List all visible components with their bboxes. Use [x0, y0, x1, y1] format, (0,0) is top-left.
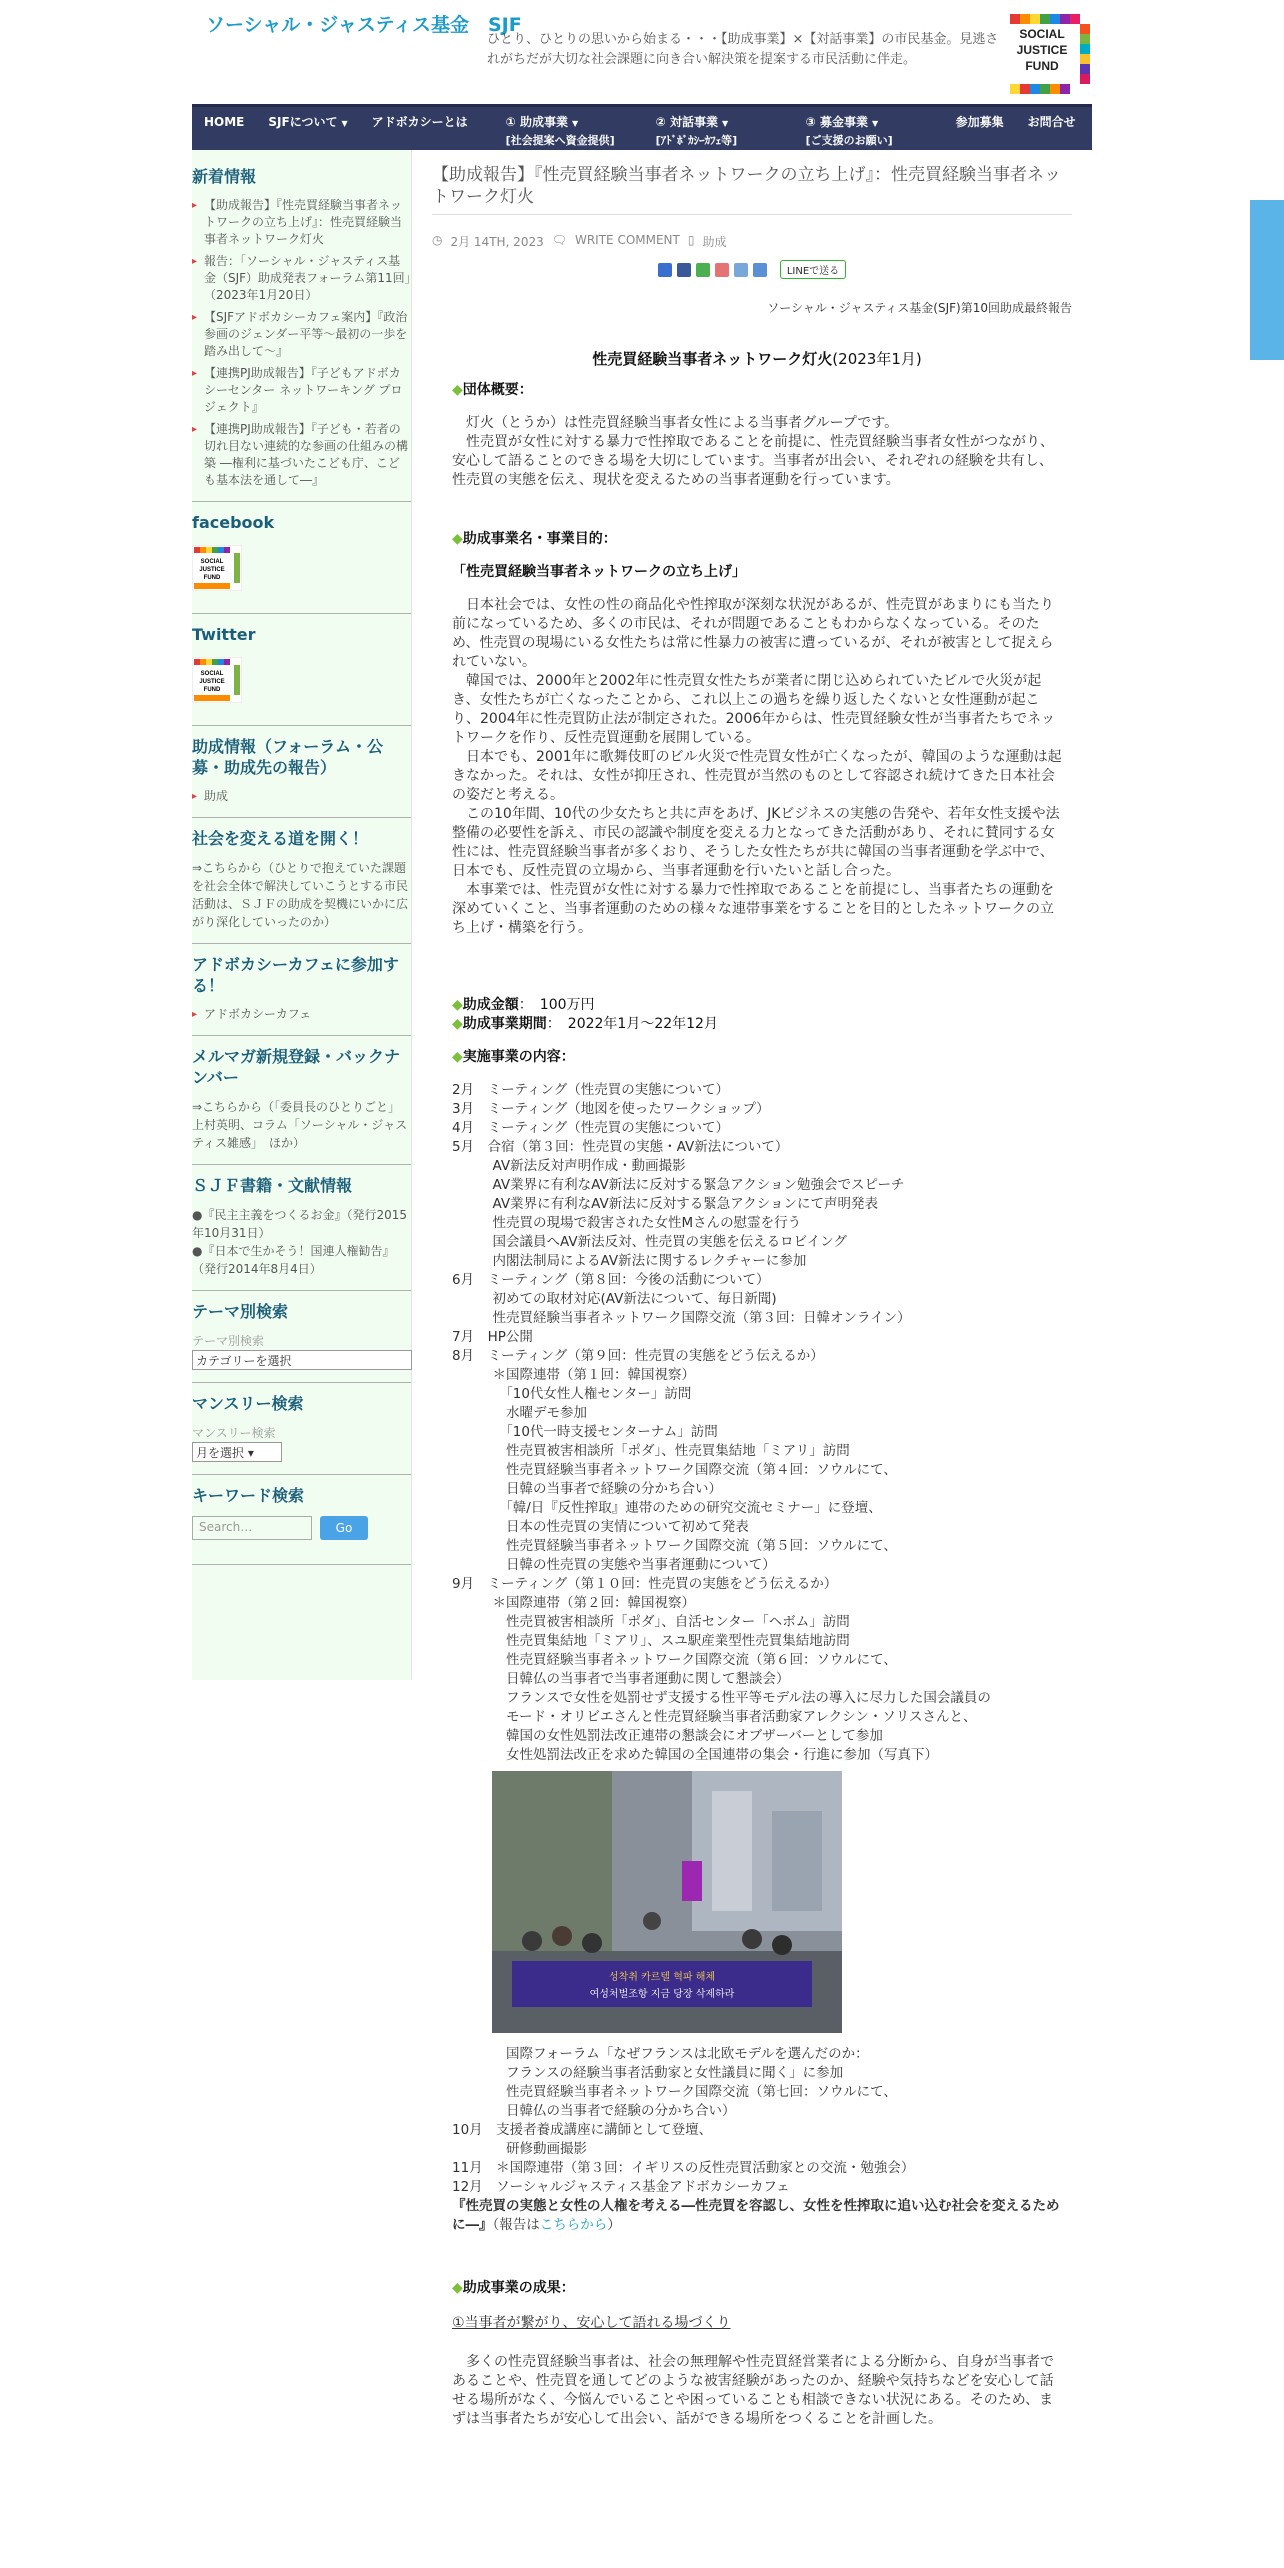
- nav-item-label: HOME: [204, 115, 245, 129]
- clip-icon[interactable]: [753, 263, 767, 277]
- svg-text:FUND: FUND: [203, 687, 221, 693]
- report-paren: ）: [607, 2217, 621, 2233]
- article: [432, 150, 1072, 2429]
- org-date: (2023年1月): [832, 350, 922, 368]
- cafe-list: [192, 1006, 411, 1023]
- site-tagline: ひとり、ひとりの思いから始まる・・・【助成事業】×【対話事業】の市民基金。見逃されがちだが大切な社会課題に向き合い解決策を提案する市民活動に伴走。: [487, 32, 999, 67]
- nav-item-label: ② 対話事業: [655, 115, 718, 129]
- section-heading: ◆助成事業名・事業目的：: [452, 531, 617, 547]
- svg-text:SOCIAL: SOCIAL: [200, 671, 224, 677]
- nav-item[interactable]: [192, 107, 256, 150]
- hatena-icon[interactable]: [658, 263, 672, 277]
- line-share-button[interactable]: LINEで送る: [780, 260, 846, 279]
- facebook-heading: facebook: [192, 513, 275, 532]
- chevron-down-icon: ▼: [571, 119, 579, 128]
- org-summary: 灯火（とうか）は性売買経験当事者女性による当事者グループです。 性売買が女性に対する暴力で性搾取であることを前提に、性売買経験当事者女性がつながり、安心して語ることのできる場を大切にしています。当事者が出会い、それぞれの経験を共有し、性売買の実態を伝え、現状を変えるための当事者運動を行っています。: [452, 415, 1054, 488]
- amount-value: ： 100万円: [518, 997, 595, 1013]
- section-heading: ◆団体概要：: [452, 382, 533, 398]
- post-body: [432, 350, 1072, 2429]
- report-paren: （報告は: [492, 2217, 540, 2233]
- news-item[interactable]: ▸ 【SJFアドボカシーカフェ案内】『政治参画のジェンダー平等～最初の一歩を踏み出して～』: [192, 309, 411, 360]
- grant-heading: 助成情報（フォーラム・公募・助成先の報告）: [192, 737, 384, 777]
- site-title[interactable]: ソーシャル・ジャスティス基金 SJF: [206, 14, 522, 36]
- diamond-icon: ◆: [452, 1049, 463, 1065]
- mail-heading: メルマガ新規登録・バックナンバー: [192, 1047, 401, 1087]
- svg-text:SOCIAL: SOCIAL: [1019, 27, 1065, 41]
- nav-item[interactable]: [360, 107, 480, 150]
- road-heading: 社会を変える道を開く！: [192, 829, 369, 848]
- divider: [192, 1035, 411, 1036]
- svg-text:JUSTICE: JUSTICE: [1016, 43, 1068, 57]
- road-link[interactable]: ⇒こちらから（ひとりで抱えていた課題を社会全体で解決していこうとする市民活動は、ＳＪＦの助成を契機にいかに広がり深化していったのか）: [192, 861, 409, 929]
- side-ad-tab[interactable]: [1250, 200, 1284, 360]
- divider: [192, 1564, 411, 1565]
- divider: [192, 725, 411, 726]
- nav-item-label: 参加募集: [955, 115, 1004, 129]
- twitter-sjf-logo[interactable]: [192, 657, 242, 703]
- diamond-icon: ◆: [452, 997, 463, 1013]
- nav-item-sub: [社会提案へ資金提供]: [505, 134, 615, 147]
- amount-label: 助成金額: [462, 997, 519, 1013]
- divider: [192, 1290, 411, 1291]
- divider: [192, 501, 411, 502]
- divider: [432, 214, 1072, 215]
- grant-list: [192, 788, 411, 805]
- books-heading: ＳＪＦ書籍・文献情報: [192, 1176, 353, 1195]
- book-link[interactable]: ●『民主主義をつくるお金』（発行2015年10月31日）: [192, 1208, 408, 1240]
- svg-text:FUND: FUND: [1025, 59, 1059, 73]
- cafe-report-line: [452, 2197, 1062, 2235]
- diamond-icon: ◆: [452, 1016, 463, 1032]
- project-purpose: 日本社会では、女性の性の商品化や性搾取が深刻な状況があるが、性売買があまりにも当たり前になっているため、多くの市民は、それが問題であることもわからなくなっている。そのため、性売買の現場にいる女性たちは常に性暴力の被害に遭っているが、それが被害として捉えられていない。 韓国では、2000年と2002年に性売買女性たちが業者に閉じ込められていたビルで火災が起き、女性たちが亡くなったことから、これ以上この過ちを繰り返したくないと女性運動が起こり、2004年に性売買防止法が制定された。2006年からは、性売買経験女性が当事者たちでネットワークを作り、反性売買運動を展開している。 日本でも、2001年に歌舞伎町のビル火災で性売買女性が亡くなったが、韓国のような運動は起きなかった。それは、女性が抑圧され、性売買が当然のものとして容認され続けてきた日本社会の姿だと考える。 この10年間、10代の少女たちと共に声をあげ、JKビジネスの実態の告発や、若年女性支援や法整備の必要性を訴え、市民の認識や制度を変える力となってきた活動があり、それに賛同する女性には、性売買経験当事者が多くおり、そうした女性たちが共に韓国の当事者運動を学ぶ中で、日本でも、反性売買の立場から、当事者運動を行いたいと話し合った。 本事業では、性売買が女性に対する暴力で性搾取であることを前提にし、当事者たちの運動を深めていくこと、当事者運動のための様々な連帯事業をすることを目的としたネットワークの立ち上げ・構築を行う。: [452, 597, 1062, 936]
- divider: [192, 1474, 411, 1475]
- section-heading: ◆実施事業の内容：: [452, 1049, 575, 1065]
- report-link[interactable]: こちらから: [539, 2217, 608, 2233]
- nav-item[interactable]: [494, 107, 644, 150]
- svg-text:SOCIAL: SOCIAL: [200, 559, 224, 565]
- post-title: 【助成報告】『性売買経験当事者ネットワークの立ち上げ』：性売買経験当事者ネットワーク灯火: [432, 165, 1061, 207]
- write-comment-link[interactable]: WRITE COMMENT: [574, 233, 680, 247]
- section-title: 助成事業名・事業目的: [462, 531, 603, 547]
- result-heading: ①当事者が繋がり、安心して語れる場づくり: [452, 2315, 731, 2331]
- share-bar: [432, 260, 1072, 279]
- diamond-icon: ◆: [452, 531, 463, 547]
- divider: [192, 1382, 411, 1383]
- nav-item-label: ① 助成事業: [505, 115, 568, 129]
- theme-heading: テーマ別検索: [192, 1302, 289, 1321]
- nav-item[interactable]: [944, 107, 1016, 150]
- section-heading: ◆助成事業の成果：: [452, 2280, 575, 2296]
- news-item[interactable]: ▸ 報告：「ソーシャル・ジャスティス基金（SJF）助成発表フォーラム第11回」（2023年1月20日）: [192, 253, 411, 304]
- news-list: [192, 197, 411, 489]
- nav-item-label: ③ 募金事業: [805, 115, 868, 129]
- nav-item-sub: [ｱﾄﾞﾎﾞｶｼｰｶﾌｪ等]: [655, 134, 738, 147]
- news-item[interactable]: ▸ 【連携PJ助成報告】『子ども・若者の切れ目ない連続的な参画の仕組みの構築 ―権利に基づいたこども庁、こども基本法を通して―』: [192, 421, 411, 489]
- page-wrapper: [192, 0, 1092, 2427]
- svg-text:FUND: FUND: [203, 575, 221, 581]
- section-title: 助成事業の成果: [462, 2280, 561, 2296]
- chevron-down-icon: ▼: [721, 119, 729, 128]
- activity-timeline: 2月 ミーティング（性売買の実態について） 3月 ミーティング（地図を使ったワークショップ） 4月 ミーティング（性売買の実態について） 5月 合宿（第３回：性売買の実態・AV新法について） AV新法反対声明作成・動画撮影 AV業界に有利なAV新法に反対する緊急アクション勉強会でスピーチ AV業界に有利なAV新法に反対する緊急アクションにて声明発表 性売買の現場で殺害された女性Mさんの慰霊を行う 国会議員へAV新法反対、性売買の実態を伝えるロビイング 内閣法制局によるAV新法に関するレクチャーに参加 6月 ミーティング（第８回：今後の活動について） 初めての取材対応(AV新法について、毎日新聞) 性売買経験当事者ネットワーク国際交流（第３回：日韓オンライン） 7月 HP公開 8月 ミーティング（第９回：性売買の実態をどう伝えるか） ＊国際連帯（第１回：韓国視察） 「10代女性人権センター」訪問 水曜デモ参加 「10代一時支援センターナム」訪問 性売買被害相談所「ポダ」、性売買集結地「ミアリ」訪問 性売買経験当事者ネットワーク国際交流（第４回：ソウルにて、 日韓の当事者で経験の分かち合い） 「韓/日『反性搾取』連帯のための研究交流セミナー」に登壇、 日本の性売買の実情について初めて発表 性売買経験当事者ネットワーク国際交流（第５回：ソウルにて、 日韓の性売買の実態や当事者運動について） 9月 ミーティング（第１０回：性売買の実態をどう伝えるか） ＊国際連帯（第２回：韓国視察） 性売買被害相談所「ポダ」、自活センター「ヘボム」訪問 性売買集結地「ミアリ」、スユ駅産業型性売買集結地訪問 性売買経験当事者ネットワーク国際交流（第６回：ソウルにて、 日韓仏の当事者で当事者運動に関して懇談会） フランスで女性を処罰せず支援する性平等モデル法の導入に尽力した国会議員の モード・オリビエさんと性売買経験当事者活動家アレクシン・ソリスさんと、 韓国の女性処罰法改正連帯の懇談会にオブザーバーとして参加 女性処罰法改正を求めた韓国の全国連帯の集会・行進に参加（写真下）: [452, 1082, 991, 1763]
- nav-item[interactable]: [794, 107, 944, 150]
- amount-line: [452, 996, 1062, 1015]
- comment-icon: 🗨: [551, 233, 567, 247]
- svg-text:JUSTICE: JUSTICE: [199, 567, 225, 573]
- nav-item-label: SJFについて: [268, 115, 338, 129]
- nav-item[interactable]: [1016, 107, 1088, 150]
- category-link[interactable]: 助成: [702, 235, 727, 249]
- divider: [192, 817, 411, 818]
- cafe-link[interactable]: ▸ アドボカシーカフェ: [192, 1006, 411, 1023]
- chevron-down-icon: ▼: [341, 119, 348, 128]
- activity-timeline-2: 国際フォーラム「なぜフランスは北欧モデルを選んだのか： フランスの経験当事者活動家と女性議員に聞く」に参加 性売買経験当事者ネットワーク国際交流（第七回：ソウルにて、 日韓仏の当事者で経験の分かち合い） 10月 支援者養成講座に講師として登壇、 研修動画撮影 11月 ＊国際連帯（第３回：イギリスの反性売買活動家との交流・勉強会） 12月 ソーシャルジャスティス基金アドボカシーカフェ: [452, 2046, 915, 2195]
- cafe-title: 『性売買の実態と女性の人権を考える―性売買を容認し、女性を性搾取に追い込む社会を変えるために―』: [452, 2198, 1060, 2233]
- bookmark-icon[interactable]: [715, 263, 729, 277]
- book-link[interactable]: ●『日本で生かそう！国連人権勧告』（発行2014年8月4日）: [192, 1244, 395, 1276]
- search-button[interactable]: Go: [320, 1516, 368, 1540]
- nav-item[interactable]: [256, 107, 359, 150]
- news-item[interactable]: ▸ 【連携PJ助成報告】『子どもアドボカシーセンター ネットワーキング プロジェクト』: [192, 365, 411, 416]
- divider: [192, 1164, 411, 1165]
- news-item[interactable]: ▸ 【助成報告】『性売買経験当事者ネットワークの立ち上げ』：性売買経験当事者ネットワーク灯火: [192, 197, 411, 248]
- month-select[interactable]: [192, 1442, 282, 1462]
- search-form: [192, 1516, 411, 1540]
- news-heading: 新着情報: [192, 167, 257, 186]
- chevron-down-icon: ▾: [247, 1446, 254, 1460]
- report-note: ソーシャル・ジャスティス基金(SJF)第10回助成最終報告: [767, 301, 1072, 315]
- diamond-icon: ◆: [452, 2280, 463, 2296]
- project-name: 「性売買経験当事者ネットワークの立ち上げ」: [452, 564, 746, 580]
- mail-link[interactable]: ⇒こちらから（「委員長のひとりごと」上村英明、コラム「ソーシャル・ジャスティス雑感」 ほか）: [192, 1100, 408, 1150]
- divider: [192, 943, 411, 944]
- grant-link[interactable]: ▸ 助成: [192, 788, 411, 805]
- result-text: 多くの性売買経験当事者は、社会の無理解や性売買経営業者による分断から、自身が当事者であることや、性売買を通してどのような被害経験があったのか、経験や気持ちなどを安心して話せる場所がなく、今悩んでいることや困っていることも相談できない状況にある。そのため、まずは当事者たちが安心して出会い、話ができる場所をつくることを計画した。: [452, 2354, 1054, 2427]
- share-icon[interactable]: [696, 263, 710, 277]
- nav-item-label: お問合せ: [1027, 115, 1076, 129]
- period-value: ： 2022年1月～22年12月: [546, 1016, 718, 1032]
- monthly-label: マンスリー検索: [192, 1426, 276, 1440]
- march-photo: [492, 1771, 842, 2033]
- sidebar: [192, 150, 412, 1680]
- sjf-logo[interactable]: [1002, 8, 1092, 96]
- monthly-heading: マンスリー検索: [192, 1394, 304, 1413]
- month-select-label: 月を選択: [196, 1446, 245, 1460]
- chevron-down-icon: ▼: [871, 119, 879, 128]
- org-name: 性売買経験当事者ネットワーク灯火: [592, 350, 833, 368]
- site-header: [192, 0, 1092, 104]
- diamond-icon: ◆: [452, 382, 463, 398]
- period-line: [452, 1015, 1062, 1034]
- main-nav: [192, 104, 1092, 150]
- svg-text:JUSTICE: JUSTICE: [199, 679, 225, 685]
- facebook-sjf-logo[interactable]: [192, 545, 242, 591]
- org-title: [452, 350, 1062, 369]
- post-date: 2月 14TH, 2023: [450, 235, 544, 249]
- twitter-heading: Twitter: [192, 625, 256, 644]
- folder-icon: ▯: [687, 233, 695, 247]
- divider: [192, 613, 411, 614]
- cafe-heading: アドボカシーカフェに参加する！: [192, 955, 399, 995]
- search-input[interactable]: Search…: [192, 1516, 312, 1540]
- nav-item-label: アドボカシーとは: [371, 115, 468, 129]
- nav-item[interactable]: [644, 107, 794, 150]
- pocket-icon[interactable]: [734, 263, 748, 277]
- keyword-heading: キーワード検索: [192, 1486, 305, 1505]
- post-meta: [432, 233, 1072, 250]
- nav-item-sub: [ご支援のお願い]: [805, 134, 893, 147]
- section-title: 団体概要: [462, 382, 519, 398]
- theme-label: テーマ別検索: [192, 1334, 265, 1348]
- svg-text:여성처벌조항 지금 당장 삭제하라: 여성처벌조항 지금 당장 삭제하라: [589, 1989, 735, 2000]
- svg-text:성착취 카르텔 혁파 해체: 성착취 카르텔 혁파 해체: [608, 1972, 716, 1983]
- clock-icon: ◷: [432, 233, 443, 247]
- period-label: 助成事業期間: [462, 1016, 547, 1032]
- category-select[interactable]: カテゴリーを選択: [192, 1350, 412, 1370]
- facebook-icon[interactable]: [677, 263, 691, 277]
- section-title: 実施事業の内容: [462, 1049, 561, 1065]
